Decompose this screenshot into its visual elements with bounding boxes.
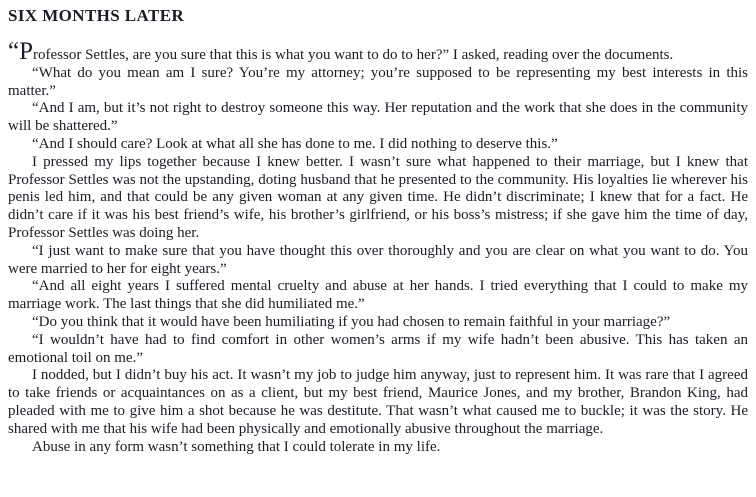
paragraph-text: “Do you think that it would have been humiliating if you had chosen to remain faithful in your marriage?” [32,313,671,330]
paragraph [8,65,748,101]
chapter-heading: SIX MONTHS LATER [8,6,185,25]
paragraph-text: I pressed my lips together because I knew better. I wasn’t sure what happened to their marriage, but I knew that Professor Settles was not the upstanding, doting husband that he presented to the community. His loyalties lie wherever his penis led him, and that could be any given woman at any given time. He didn’t discriminate; I knew that for a fact. He didn’t care if it was his best friend’s wife, his brother’s girlfriend, or his boss’s mistress; if she gave him the time of day, Professor Settles was doing her. [8,153,748,241]
paragraph-text: rofessor Settles, are you sure that this is what you want to do to her?” I asked, reading over the documents. [33,47,674,63]
paragraph [8,332,748,368]
paragraph [8,154,748,243]
paragraph [8,439,748,457]
paragraph-text: “I just want to make sure that you have thought this over thoroughly and you are clear on what you want to do. You were married to her for eight years.” [8,242,748,277]
paragraph [8,38,748,65]
paragraph-text: I nodded, but I didn’t buy his act. It wasn’t my job to judge him anyway, just to represent him. It was rare that I agreed to take friends or acquaintances on as a client, but my best friend, Maurice Jones, and my brother, Brandon King, had pleaded with me to give him a shot because he was destitute. That wasn’t what caused me to buckle; it was the story. He shared with me that his wife had been physically and emotionally abusive throughout the marriage. [8,367,748,437]
body-text [8,38,748,456]
paragraph-text: “I wouldn’t have had to find comfort in other women’s arms if my wife hadn’t been abusive. This has taken an emotional toil on me.” [8,331,748,366]
paragraph [8,100,748,136]
paragraph-text: “And all eight years I suffered mental cruelty and abuse at her hands. I tried everything that I could to make my marriage work. The last things that she did humiliated me.” [8,278,748,313]
paragraph [8,314,748,332]
paragraph-text: “And I am, but it’s not right to destroy someone this way. Her reputation and the work that she does in the community will be shattered.” [8,100,748,135]
paragraph [8,243,748,279]
paragraph-text: “And I should care? Look at what all she has done to me. I did nothing to deserve this.” [32,135,558,152]
paragraph [8,278,748,314]
paragraph [8,367,748,438]
paragraph [8,136,748,154]
paragraph-text: Abuse in any form wasn’t something that I could tolerate in my life. [32,438,441,455]
paragraph-text: “What do you mean am I sure? You’re my attorney; you’re supposed to be representing my best interests in this matter.” [8,64,748,99]
enlarged-opening-cap: “P [8,38,33,65]
